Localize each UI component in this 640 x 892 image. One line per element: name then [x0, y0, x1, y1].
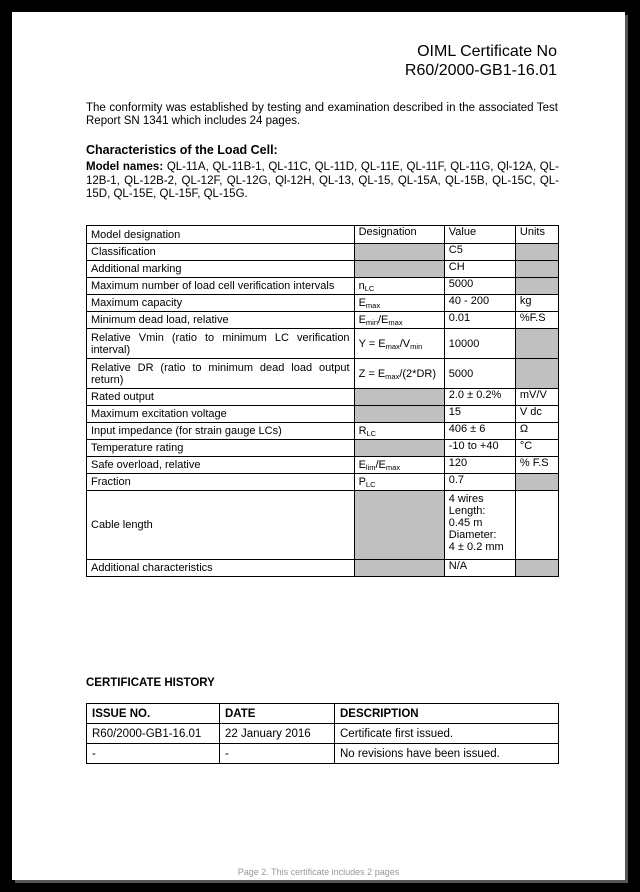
value-cell: 5000 [444, 359, 515, 389]
table-row [87, 329, 559, 359]
header-model-designation: Model designation [87, 226, 355, 244]
row-label: Classification [87, 244, 355, 261]
designation-symbol: /E [375, 459, 386, 471]
units-cell [515, 560, 558, 577]
designation-cell [354, 329, 444, 359]
units-cell [515, 261, 558, 278]
value-cell: -10 to +40 [444, 440, 515, 457]
units-cell [515, 329, 558, 359]
cable-wires: 4 wires [448, 493, 484, 505]
row-label: Temperature rating [87, 440, 355, 457]
value-cell: 2.0 ± 0.2% [444, 389, 515, 406]
designation-cell [354, 261, 444, 278]
value-cell: 5000 [444, 278, 515, 295]
row-label: Maximum number of load cell verification intervals [87, 278, 355, 295]
value-cell: 0.7 [444, 474, 515, 491]
designation-symbol: E [358, 314, 366, 326]
history-title: CERTIFICATE HISTORY [86, 677, 215, 689]
history-issue-cell: R60/2000-GB1-16.01 [87, 724, 220, 744]
history-table [86, 703, 559, 764]
designation-cell [354, 312, 444, 329]
table-row [87, 474, 559, 491]
history-date-cell: 22 January 2016 [220, 724, 335, 744]
designation-cell [354, 244, 444, 261]
certificate-header [405, 42, 557, 80]
history-header-date: DATE [220, 704, 335, 724]
value-cell: 0.01 [444, 312, 515, 329]
section-title: Characteristics of the Load Cell: [86, 143, 278, 157]
value-cell: 40 - 200 [444, 295, 515, 312]
row-label: Fraction [87, 474, 355, 491]
table-row [87, 560, 559, 577]
value-cell [444, 491, 515, 560]
table-row [87, 406, 559, 423]
designation-cell [354, 457, 444, 474]
table-row [87, 389, 559, 406]
designation-subscript: max [388, 318, 403, 327]
designation-cell [354, 295, 444, 312]
units-cell: % F.S [515, 457, 558, 474]
table-row [87, 312, 559, 329]
designation-cell [354, 560, 444, 577]
row-label: Relative DR (ratio to minimum dead load output return) [87, 359, 355, 389]
table-row [87, 261, 559, 278]
units-cell [515, 244, 558, 261]
model-names-list: QL-11A, QL-11B-1, QL-11C, QL-11D, QL-11E, QL-11F, QL-11G, Ql-12A, QL-12B-1, QL-12B-2, QL-12F, QL-12G, Ql-12H, QL-13, QL-15, QL-15A, QL-15B, QL-15C, QL-15D, QL-15E, QL-15F, QL-15G. [86, 161, 559, 200]
value-cell: N/A [444, 560, 515, 577]
designation-symbol: P [358, 476, 366, 488]
cable-length-label: Length: [448, 505, 486, 517]
cable-diameter-value: 4 ± 0.2 mm [448, 541, 504, 553]
designation-cell [354, 406, 444, 423]
designation-subscript: max [365, 301, 381, 310]
value-cell: C5 [444, 244, 515, 261]
page-footer: Page 2. This certificate includes 2 pages [237, 867, 400, 877]
history-header-row [87, 704, 559, 724]
designation-cell [354, 474, 444, 491]
designation-subscript: max [385, 463, 401, 472]
history-description-cell: Certificate first issued. [335, 724, 559, 744]
designation-cell [354, 389, 444, 406]
designation-cell [354, 359, 444, 389]
designation-subscript: LC [366, 429, 377, 438]
row-label: Additional marking [87, 261, 355, 278]
header-title: OIML Certificate No [417, 43, 557, 60]
designation-cell [354, 423, 444, 440]
row-label: Minimum dead load, relative [87, 312, 355, 329]
table-row [87, 359, 559, 389]
designation-symbol: /(2*DR) [399, 367, 436, 380]
history-issue-cell: - [87, 744, 220, 764]
units-cell: V dc [515, 406, 558, 423]
history-header-description: DESCRIPTION [335, 704, 559, 724]
units-cell [515, 491, 558, 560]
characteristics-table [86, 225, 559, 577]
units-cell: mV/V [515, 389, 558, 406]
units-cell: kg [515, 295, 558, 312]
units-cell [515, 278, 558, 295]
row-label: Rated output [87, 389, 355, 406]
value-cell: 15 [444, 406, 515, 423]
history-header-issue: ISSUE NO. [87, 704, 220, 724]
intro-paragraph: The conformity was established by testing and examination described in the associated Test Report SN 1341 which includes 24 pages. [86, 102, 558, 127]
model-names [86, 161, 559, 202]
value-cell: 120 [444, 457, 515, 474]
history-description-cell: No revisions have been issued. [335, 744, 559, 764]
row-label: Relative Vmin (ratio to minimum LC verification interval) [87, 329, 355, 359]
header-units: Units [515, 226, 558, 244]
table-row [87, 724, 559, 744]
designation-symbol: Y = E [358, 337, 386, 350]
designation-cell [354, 440, 444, 457]
designation-symbol: R [358, 425, 367, 437]
table-row [87, 244, 559, 261]
designation-cell [354, 491, 444, 560]
designation-subscript: max [385, 341, 400, 351]
designation-cell [354, 278, 444, 295]
table-header-row [87, 226, 559, 244]
header-value: Value [444, 226, 515, 244]
row-label: Input impedance (for strain gauge LCs) [87, 423, 355, 440]
table-row [87, 423, 559, 440]
table-row [87, 744, 559, 764]
units-cell: Ω [515, 423, 558, 440]
row-label: Additional characteristics [87, 560, 355, 577]
table-row [87, 491, 559, 560]
value-cell: 406 ± 6 [444, 423, 515, 440]
designation-subscript: LC [364, 284, 375, 293]
designation-symbol: /E [378, 314, 389, 326]
cable-diameter-label: Diameter: [448, 529, 497, 541]
certificate-number: R60/2000-GB1-16.01 [404, 62, 557, 79]
designation-symbol: n [358, 280, 365, 292]
designation-symbol: /V [399, 337, 411, 350]
table-row [87, 457, 559, 474]
certificate-page [12, 12, 625, 880]
header-designation: Designation [354, 226, 444, 244]
table-row [87, 278, 559, 295]
history-date-cell: - [220, 744, 335, 764]
row-label: Maximum excitation voltage [87, 406, 355, 423]
designation-subscript: max [385, 371, 400, 381]
units-cell: %F.S [515, 312, 558, 329]
row-label: Safe overload, relative [87, 457, 355, 474]
value-cell: 10000 [444, 329, 515, 359]
value-cell: CH [444, 261, 515, 278]
table-row [87, 440, 559, 457]
designation-subscript: min [410, 341, 423, 351]
model-names-label: Model names: [86, 161, 164, 173]
table-row [87, 295, 559, 312]
designation-symbol: E [358, 297, 366, 309]
units-cell: °C [515, 440, 558, 457]
designation-subscript: min [365, 318, 378, 327]
designation-subscript: LC [365, 480, 376, 489]
row-label: Cable length [87, 491, 355, 560]
row-label: Maximum capacity [87, 295, 355, 312]
designation-symbol: Z = E [358, 367, 386, 380]
designation-symbol: E [358, 459, 366, 471]
cable-length-value: 0.45 m [448, 517, 483, 529]
units-cell [515, 474, 558, 491]
designation-subscript: lim [365, 463, 376, 472]
units-cell [515, 359, 558, 389]
